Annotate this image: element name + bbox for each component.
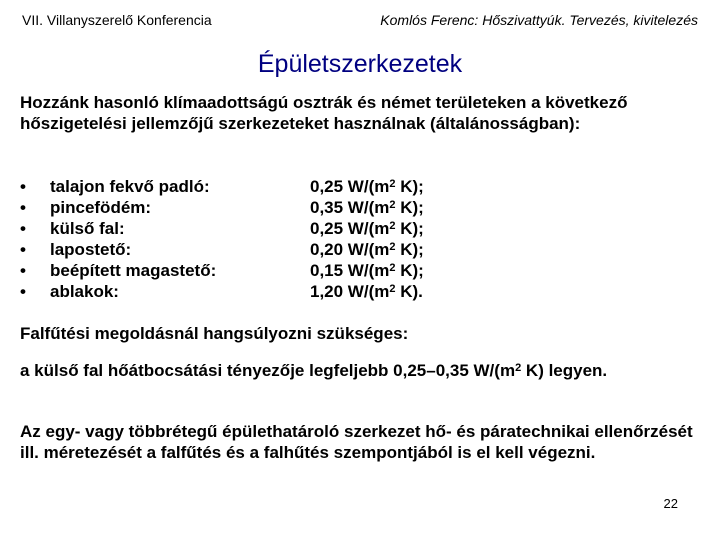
conference-header: VII. Villanyszerelő Konferencia bbox=[22, 12, 212, 28]
bullet-icon: • bbox=[20, 219, 26, 238]
bullet-icon: • bbox=[20, 282, 26, 301]
requirement-text: a külső fal hőátbocsátási tényezője legfeljebb 0,25–0,35 W/(m bbox=[20, 361, 516, 380]
bullet-value bbox=[310, 239, 424, 260]
author-header: Komlós Ferenc: Hőszivattyúk. Tervezés, kivitelezés bbox=[380, 12, 698, 28]
value-exponent: 2 bbox=[389, 199, 396, 211]
value-unit: K); bbox=[395, 198, 424, 217]
bullet-label: pincefödém: bbox=[50, 198, 152, 217]
value-unit: K). bbox=[395, 282, 423, 301]
bullet-icon: • bbox=[20, 240, 26, 259]
bullet-label: külső fal: bbox=[50, 219, 125, 238]
intro-text: Hozzánk hasonló klímaadottságú osztrák és német területeken a következő hőszigetelési jellemzőjű szerkezeteket használnak (általánosságban): bbox=[20, 93, 628, 133]
bullet-label: beépített magastető: bbox=[50, 261, 217, 280]
bullet-label: lapostető: bbox=[50, 240, 132, 259]
slide-title: Épületszerkezetek bbox=[257, 50, 463, 78]
bullet-label: ablakok: bbox=[50, 282, 119, 301]
bullet-list bbox=[20, 176, 700, 302]
bullet-icon: • bbox=[20, 261, 26, 280]
bullet-value bbox=[310, 176, 424, 197]
value-text: 1,20 W/(m bbox=[310, 282, 390, 301]
list-item bbox=[20, 260, 700, 281]
bullet-value bbox=[310, 260, 424, 281]
page-number: 22 bbox=[663, 496, 678, 511]
value-unit: K); bbox=[395, 177, 424, 196]
wall-requirement bbox=[20, 360, 710, 381]
requirement-tail: K) legyen. bbox=[521, 361, 608, 380]
list-item bbox=[20, 281, 700, 302]
verification-paragraph: Az egy- vagy többrétegű épülethatároló szerkezet hő- és páratechnikai ellenőrzését ill. méretezését a falfűtés és a falhűtés szempontjából is el kell végezni. bbox=[20, 422, 693, 462]
value-text: 0,25 W/(m bbox=[310, 177, 390, 196]
value-exponent: 2 bbox=[389, 220, 396, 232]
bullet-value bbox=[310, 197, 424, 218]
bullet-icon: • bbox=[20, 198, 26, 217]
list-item bbox=[20, 197, 700, 218]
value-exponent: 2 bbox=[389, 262, 396, 274]
requirement-exponent: 2 bbox=[515, 362, 522, 374]
value-exponent: 2 bbox=[389, 283, 396, 295]
bullet-icon: • bbox=[20, 177, 26, 196]
bullet-label: talajon fekvő padló: bbox=[50, 177, 210, 196]
value-exponent: 2 bbox=[389, 241, 396, 253]
value-unit: K); bbox=[395, 261, 424, 280]
value-exponent: 2 bbox=[389, 178, 396, 190]
bullet-value bbox=[310, 218, 424, 239]
list-item bbox=[20, 176, 700, 197]
value-text: 0,20 W/(m bbox=[310, 240, 390, 259]
value-unit: K); bbox=[395, 219, 424, 238]
list-item bbox=[20, 218, 700, 239]
list-item bbox=[20, 239, 700, 260]
bullet-value bbox=[310, 281, 423, 302]
value-text: 0,35 W/(m bbox=[310, 198, 390, 217]
value-unit: K); bbox=[395, 240, 424, 259]
value-text: 0,15 W/(m bbox=[310, 261, 390, 280]
value-text: 0,25 W/(m bbox=[310, 219, 390, 238]
heating-note: Falfűtési megoldásnál hangsúlyozni szükséges: bbox=[20, 324, 409, 343]
